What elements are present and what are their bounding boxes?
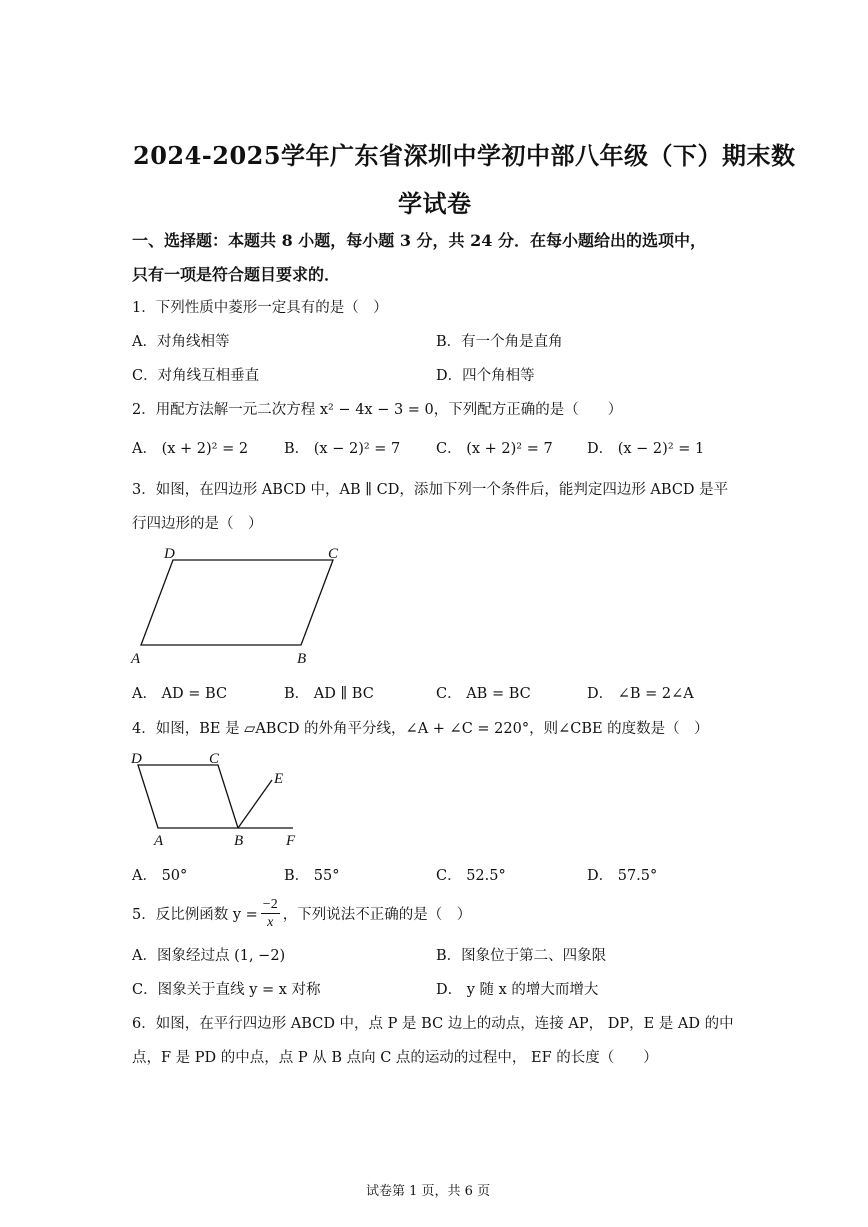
vertex-label-b: B	[297, 651, 307, 667]
page-footer: 试卷第 1 页，共 6 页	[366, 1184, 491, 1199]
vertex-label-f: F	[286, 833, 296, 849]
question-2-option-c: C． (x + 2)² = 7	[436, 441, 553, 457]
question-1-stem: 1．下列性质中菱形一定具有的是（ ）	[132, 300, 388, 316]
question-3-option-d: D． ∠B = 2∠A	[587, 686, 694, 702]
question-5-fraction	[261, 896, 280, 931]
bisector-line-be	[238, 780, 272, 828]
question-2-option-d: D． (x − 2)² = 1	[587, 441, 705, 457]
question-5-option-c: C．图象关于直线 y = x 对称	[132, 982, 321, 998]
parallelogram-abcd	[141, 560, 333, 645]
question-1-option-c: C．对角线互相垂直	[132, 368, 260, 384]
question-6-stem-line2: 点，F 是 PD 的中点，点 P 从 B 点向 C 点的运动的过程中， EF 的长度（ ）	[132, 1050, 658, 1066]
question-3-option-a: A． AD = BC	[132, 686, 228, 702]
fraction-numerator: −2	[262, 897, 278, 912]
fraction-denominator: x	[267, 915, 274, 930]
question-5-option-a: A．图象经过点 (1, −2)	[132, 948, 286, 964]
question-5-option-b: B．图象位于第二、四象限	[436, 948, 607, 964]
question-4-stem: 4．如图，BE 是 ▱ABCD 的外角平分线，∠A + ∠C = 220°，则∠CBE 的度数是（ ）	[132, 721, 709, 737]
vertex-label-b: B	[234, 833, 244, 849]
section-heading-line2: 只有一项是符合题目要求的．	[132, 265, 341, 284]
question-6-stem-line1: 6．如图，在平行四边形 ABCD 中，点 P 是 BC 边上的动点，连接 AP， DP，E 是 AD 的中	[132, 1016, 734, 1032]
question-3-stem-line1: 3．如图，在四边形 ABCD 中，AB ∥ CD，添加下列一个条件后，能判定四边形 ABCD 是平	[132, 482, 729, 498]
exam-title-line1: 2024-2025学年广东省深圳中学初中部八年级（下）期末数	[133, 141, 796, 170]
question-2-option-b: B． (x − 2)² = 7	[284, 441, 401, 457]
vertex-label-a: A	[131, 651, 141, 667]
question-3-option-b: B． AD ∥ BC	[284, 686, 374, 702]
question-4-figure	[125, 744, 315, 852]
question-5-option-d: D． y 随 x 的增大而增大	[436, 982, 599, 998]
vertex-label-a: A	[154, 833, 164, 849]
question-3-stem-line2: 行四边形的是（ ）	[132, 516, 263, 532]
question-1-option-d: D．四个角相等	[436, 368, 535, 384]
question-2-stem: 2．用配方法解一元二次方程 x² − 4x − 3 = 0，下列配方正确的是（ ）	[132, 402, 623, 418]
question-4-option-d: D． 57.5°	[587, 868, 658, 884]
question-4-option-b: B． 55°	[284, 868, 340, 884]
question-5-stem	[132, 896, 471, 931]
vertex-label-c: C	[209, 751, 220, 767]
question-4-option-a: A． 50°	[132, 868, 188, 884]
section-heading-line1: 一、选择题：本题共 8 小题，每小题 3 分，共 24 分．在每小题给出的选项中，	[132, 231, 706, 250]
question-1-option-a: A．对角线相等	[132, 334, 230, 350]
question-3-option-c: C． AB = BC	[436, 686, 531, 702]
question-5-stem-post: ，下列说法不正确的是（ ）	[282, 907, 472, 923]
question-2-option-a: A． (x + 2)² = 2	[132, 441, 249, 457]
vertex-label-d: D	[164, 546, 175, 562]
question-4-option-c: C． 52.5°	[436, 868, 506, 884]
exam-title-line2: 学试卷	[398, 189, 472, 218]
vertex-label-c: C	[328, 546, 339, 562]
question-1-option-b: B．有一个角是直角	[436, 334, 563, 350]
vertex-label-e: E	[274, 771, 284, 787]
question-3-parallelogram-figure	[125, 538, 355, 673]
question-5-stem-pre: 5．反比例函数 y =	[132, 907, 258, 923]
vertex-label-d: D	[131, 751, 142, 767]
parallelogram-abcd	[138, 765, 238, 828]
